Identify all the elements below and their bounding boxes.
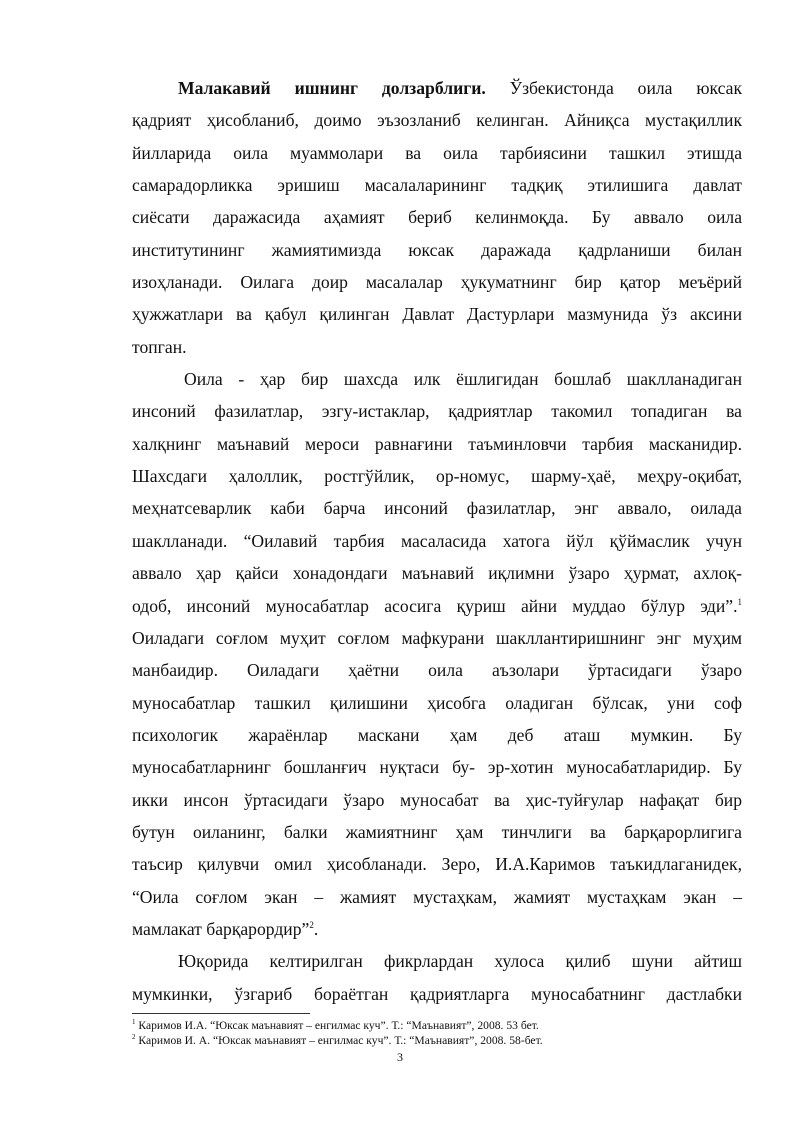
text-span: одоб, инсоний муносабатлар асосига қуриш айни муддао бўлур эди”. (132, 595, 738, 616)
paragraph-2-line: Шахсдаги ҳалоллик, ростгўйлик, ор-номус, шарму-ҳаё, меҳру-оқибат, (132, 466, 742, 487)
paragraph-1-line: ҳужжатлари ва қабул қилинган Давлат Дастурлари мазмунида ўз аксини (132, 304, 742, 325)
paragraph-3-line: мумкинки, ўзгариб бораётган қадриятларга муносабатнинг дастлабки (132, 983, 742, 1004)
paragraph-2-line: шаклланади. “Оилавий тарбия масаласида хатога йўл қўймаслик учун (132, 530, 742, 551)
text-span: . (313, 918, 319, 939)
paragraph-2-line: инсоний фазилатлар, эзгу-истаклар, қадриятлар такомил топадиган ва (132, 401, 742, 422)
paragraph-2-line: “Оила соғлом экан – жамият мустаҳкам, жамият мустаҳкам экан – (132, 886, 742, 907)
footnotes (132, 1018, 752, 1048)
paragraph-2-line: меҳнатсеварлик каби барча инсоний фазилатлар, энг аввало, оилада (132, 498, 742, 519)
paragraph-1-line: институтининг жамиятимизда юксак даражада қадрланиши билан (132, 239, 742, 260)
footnote-separator (132, 1013, 310, 1014)
paragraph-1-line: изоҳланади. Оилага доир масалалар ҳукуматнинг бир қатор меъёрий (132, 272, 742, 293)
paragraph-2-line (132, 913, 742, 945)
paragraph-2-line: муносабатларнинг бошланғич нуқтаси бу- эр-хотин муносабатларидир. Бу (132, 757, 742, 778)
body-text (132, 72, 742, 1010)
paragraph-2-line: икки инсон ўртасидаги ўзаро муносабат ва ҳис-туйғулар нафақат бир (132, 789, 742, 810)
paragraph-2-line: Оиладаги соғлом муҳит соғлом мафкурани шакллантиришнинг энг муҳим (132, 627, 742, 648)
footnote-ref-1: 1 (737, 596, 742, 607)
paragraph-2-line (132, 590, 742, 622)
paragraph-2-line: халқнинг маънавий мероси равнағини таъминловчи тарбия масканидир. (132, 433, 742, 454)
footnote (132, 1033, 752, 1048)
page-number: 3 (397, 1050, 403, 1064)
footnote-ref-2: 2 (309, 920, 314, 931)
paragraph-1-line: сиёсати даражасида аҳамият бериб келинмоқда. Бу аввало оила (132, 207, 742, 228)
section-heading: Малакавий ишнинг долзарблиги. (178, 78, 486, 98)
paragraph-2-line: манбаидир. Оиладаги ҳаётни оила аъзолари ўртасидаги ўзаро (132, 660, 742, 681)
paragraph-1-line: самарадорликка эришиш масалаларининг тадқиқ этилишига давлат (132, 175, 742, 196)
footnote-mark: 2 (132, 1033, 136, 1042)
paragraph-2-line: аввало ҳар қайси хонадондаги маънавий иқлимни ўзаро ҳурмат, ахлоқ- (132, 563, 742, 584)
paragraph-2-line: Оила - ҳар бир шахсда илк ёшлигидан бошлаб шаклланадиган (184, 369, 742, 390)
paragraph-3-line: Юқорида келтирилган фикрлардан хулоса қилиб шуни айтиш (178, 951, 742, 972)
footnote-text: Каримов И. А. “Юксак маънавият – енгилмас куч”. Т.: “Маънавият”, 2008. 58-бет. (135, 1034, 543, 1047)
paragraph-2-line: бутун оиланинг, балки жамиятнинг ҳам тинчлиги ва барқарорлигига (132, 821, 742, 842)
paragraph-2-line: психологик жараёнлар маскани ҳам деб аташ мумкин. Бу (132, 724, 742, 745)
text-span: мамлакат барқарордир” (132, 918, 310, 939)
footnote-mark: 1 (132, 1018, 136, 1027)
paragraph-1-line (132, 72, 742, 104)
paragraph-1-line: йилларида оила муаммолари ва оила тарбиясини ташкил этишда (132, 142, 742, 163)
paragraph-2-line: муносабатлар ташкил қилишини ҳисобга оладиган бўлсак, уни соф (132, 692, 742, 713)
paragraph-1-line: топган. (132, 336, 187, 357)
paragraph-1-line: қадрият ҳисобланиб, доимо эъзозланиб келинган. Айниқса мустақиллик (132, 110, 742, 131)
text-span: Ўзбекистонда оила юксак (509, 78, 743, 98)
footnote (132, 1018, 752, 1033)
footnote-text: Каримов И.А. “Юксак маънавият – енгилмас куч”. Т.: “Маънавият”, 2008. 53 бет. (135, 1019, 539, 1032)
paragraph-2-line: таъсир қилувчи омил ҳисобланади. Зеро, И.А.Каримов таъкидлаганидек, (132, 854, 742, 875)
